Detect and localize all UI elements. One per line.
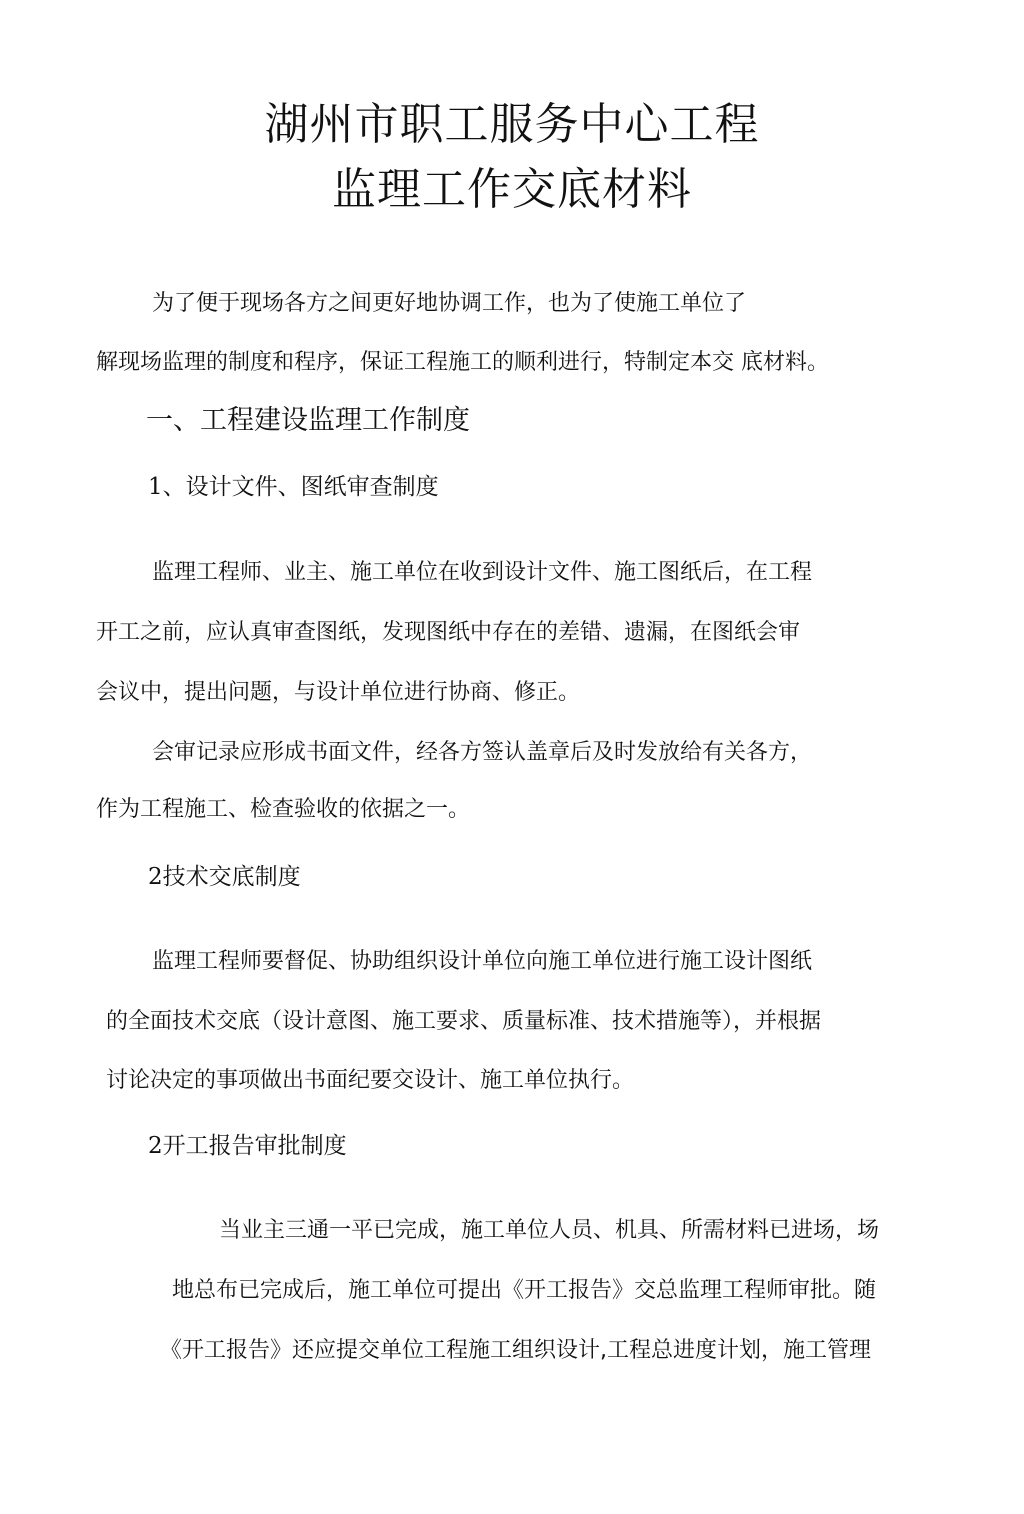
item-3-para-line-3: 《开工报告》还应提交单位工程施工组织设计,工程总进度计划，施工管理 [160,1338,871,1363]
item-1-para-2-line-2: 作为工程施工、检查验收的依据之一。 [96,797,471,822]
item-1-para-2-line-1: 会审记录应形成书面文件，经各方签认盖章后及时发放给有关各方， [152,740,813,765]
item-1-para-1-line-1: 监理工程师、业主、施工单位在收到设计文件、施工图纸后，在工程 [152,560,813,585]
intro-line-2: 解现场监理的制度和程序，保证工程施工的顺利进行，特制定本交 底材料。 [96,350,829,375]
document-title-line-2: 监理工作交底材料 [332,164,692,215]
section-1-heading: 一、工程建设监理工作制度 [146,405,470,436]
item-3-para-line-2: 地总布已完成后，施工单位可提出《开工报告》交总监理工程师审批。随 [172,1278,877,1303]
item-2-para-line-1: 监理工程师要督促、协助组织设计单位向施工单位进行施工设计图纸 [152,949,813,974]
item-3-title: 2开工报告审批制度 [148,1133,347,1159]
item-3-para-line-1: 当业主三通一平已完成，施工单位人员、机具、所需材料已进场，场 [219,1218,880,1243]
item-2-para-line-3: 讨论决定的事项做出书面纪要交设计、施工单位执行。 [106,1068,635,1093]
item-1-para-1-line-3: 会议中，提出问题，与设计单位进行协商、修正。 [96,680,581,705]
item-1-para-1-line-2: 开工之前，应认真审查图纸，发现图纸中存在的差错、遗漏，在图纸会审 [96,620,801,645]
document-title-line-1: 湖州市职工服务中心工程 [264,99,760,150]
item-1-title: 1、设计文件、图纸审查制度 [148,474,439,500]
item-2-para-line-2: 的全面技术交底（设计意图、施工要求、质量标准、技术措施等），并根据 [106,1009,822,1034]
intro-line-1: 为了便于现场各方之间更好地协调工作，也为了使施工单位了 [152,291,747,316]
item-2-title: 2技术交底制度 [148,864,301,890]
